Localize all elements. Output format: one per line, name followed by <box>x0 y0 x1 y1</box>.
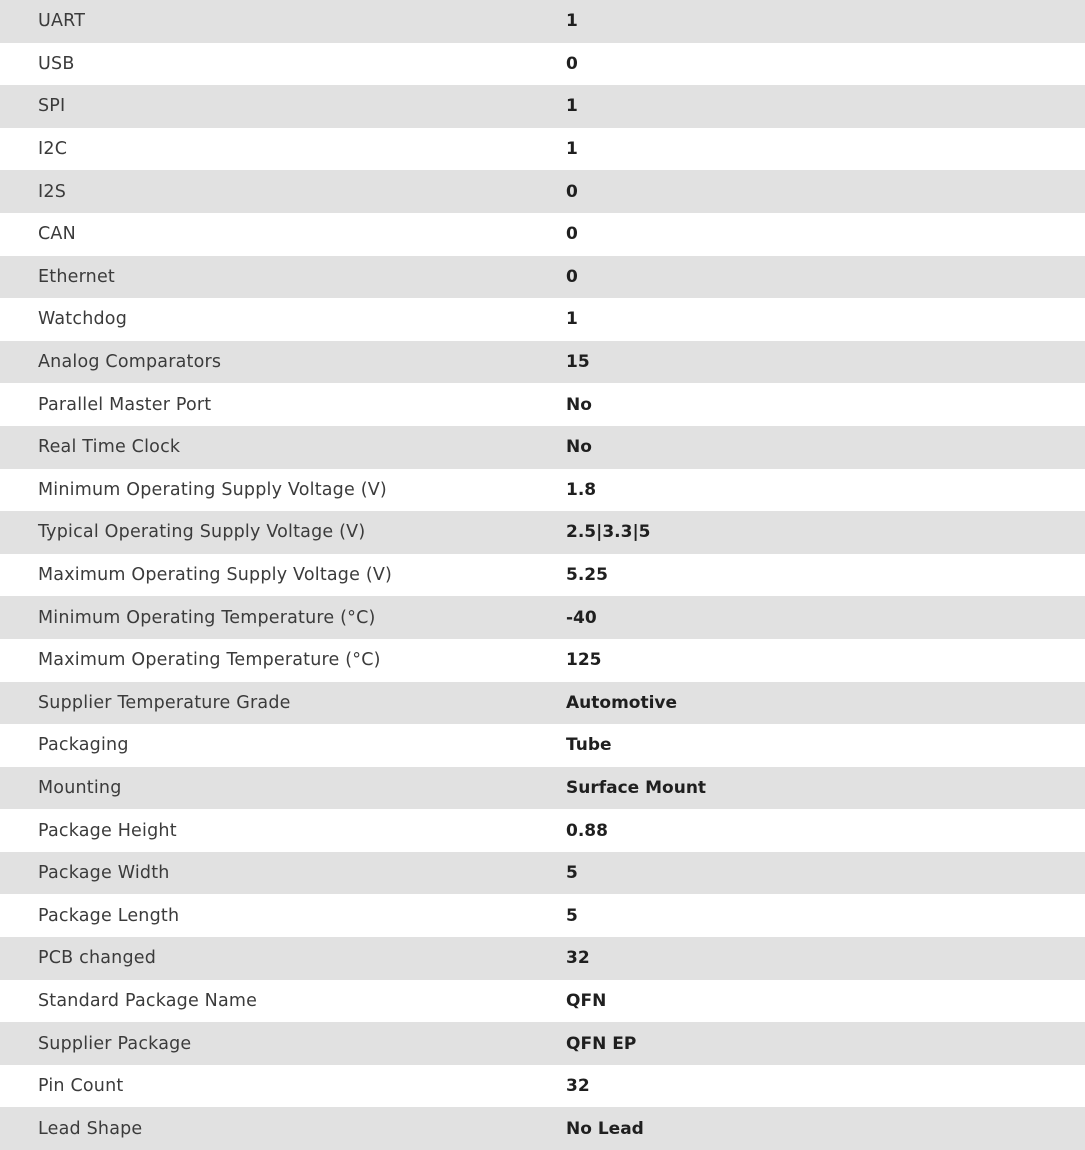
spec-label: I2C <box>38 139 68 160</box>
spec-label: Analog Comparators <box>38 352 222 373</box>
spec-value: -40 <box>566 607 597 628</box>
spec-value: 32 <box>566 948 590 969</box>
table-row <box>0 554 1085 597</box>
spec-label: USB <box>38 53 75 74</box>
spec-label: Typical Operating Supply Voltage (V) <box>38 522 366 543</box>
spec-value: 1 <box>566 139 578 160</box>
table-row <box>0 639 1085 682</box>
spec-label: I2S <box>38 181 67 202</box>
spec-value: 2.5|3.3|5 <box>566 522 651 543</box>
spec-label: Packaging <box>38 735 129 756</box>
table-row <box>0 0 1085 43</box>
spec-value: 0.88 <box>566 820 608 841</box>
spec-label: Supplier Package <box>38 1033 192 1054</box>
spec-value: 0 <box>566 266 578 287</box>
spec-label: CAN <box>38 224 76 245</box>
spec-label: Pin Count <box>38 1076 124 1097</box>
spec-value: 1 <box>566 309 578 330</box>
spec-value: No <box>566 394 592 415</box>
spec-label: UART <box>38 11 86 32</box>
spec-label: Package Width <box>38 863 170 884</box>
spec-value: 5 <box>566 863 578 884</box>
spec-value: 0 <box>566 224 578 245</box>
table-row <box>0 937 1085 980</box>
table-row <box>0 767 1085 810</box>
spec-label: Supplier Temperature Grade <box>38 692 291 713</box>
spec-label: Standard Package Name <box>38 990 258 1011</box>
spec-label: Ethernet <box>38 266 115 287</box>
spec-label: SPI <box>38 96 66 117</box>
spec-label: PCB changed <box>38 948 157 969</box>
spec-value: 5.25 <box>566 565 608 586</box>
spec-value: Automotive <box>566 692 678 713</box>
spec-label: Real Time Clock <box>38 437 181 458</box>
table-row <box>0 596 1085 639</box>
spec-value: 0 <box>566 53 578 74</box>
spec-label: Watchdog <box>38 309 128 330</box>
spec-value: No <box>566 437 592 458</box>
spec-value: 1 <box>566 11 578 32</box>
spec-value: Surface Mount <box>566 777 707 798</box>
spec-label: Minimum Operating Temperature (°C) <box>38 607 376 628</box>
spec-label: Lead Shape <box>38 1118 143 1139</box>
spec-value: No Lead <box>566 1118 644 1139</box>
table-row <box>0 43 1085 86</box>
spec-value: Tube <box>566 735 612 756</box>
table-row <box>0 809 1085 852</box>
table-row <box>0 128 1085 171</box>
spec-label: Maximum Operating Temperature (°C) <box>38 650 381 671</box>
table-row <box>0 469 1085 512</box>
table-row <box>0 383 1085 426</box>
spec-value: 1 <box>566 96 578 117</box>
table-row <box>0 341 1085 384</box>
table-row <box>0 852 1085 895</box>
table-row <box>0 170 1085 213</box>
spec-value: QFN EP <box>566 1033 637 1054</box>
table-row <box>0 980 1085 1023</box>
spec-value: 1.8 <box>566 479 597 500</box>
spec-value: 15 <box>566 352 590 373</box>
table-row <box>0 1065 1085 1108</box>
table-row <box>0 256 1085 299</box>
spec-value: 125 <box>566 650 602 671</box>
spec-label: Mounting <box>38 777 122 798</box>
spec-label: Minimum Operating Supply Voltage (V) <box>38 479 387 500</box>
spec-value: 32 <box>566 1076 590 1097</box>
table-row <box>0 298 1085 341</box>
table-row <box>0 682 1085 725</box>
spec-label: Parallel Master Port <box>38 394 212 415</box>
spec-label: Package Length <box>38 905 180 926</box>
table-row <box>0 511 1085 554</box>
table-row <box>0 894 1085 937</box>
spec-label: Maximum Operating Supply Voltage (V) <box>38 565 393 586</box>
spec-value: 0 <box>566 181 578 202</box>
table-row <box>0 426 1085 469</box>
table-row <box>0 85 1085 128</box>
spec-value: QFN <box>566 990 607 1011</box>
spec-label: Package Height <box>38 820 177 841</box>
table-row <box>0 724 1085 767</box>
table-row <box>0 1022 1085 1065</box>
spec-value: 5 <box>566 905 578 926</box>
table-row <box>0 213 1085 256</box>
